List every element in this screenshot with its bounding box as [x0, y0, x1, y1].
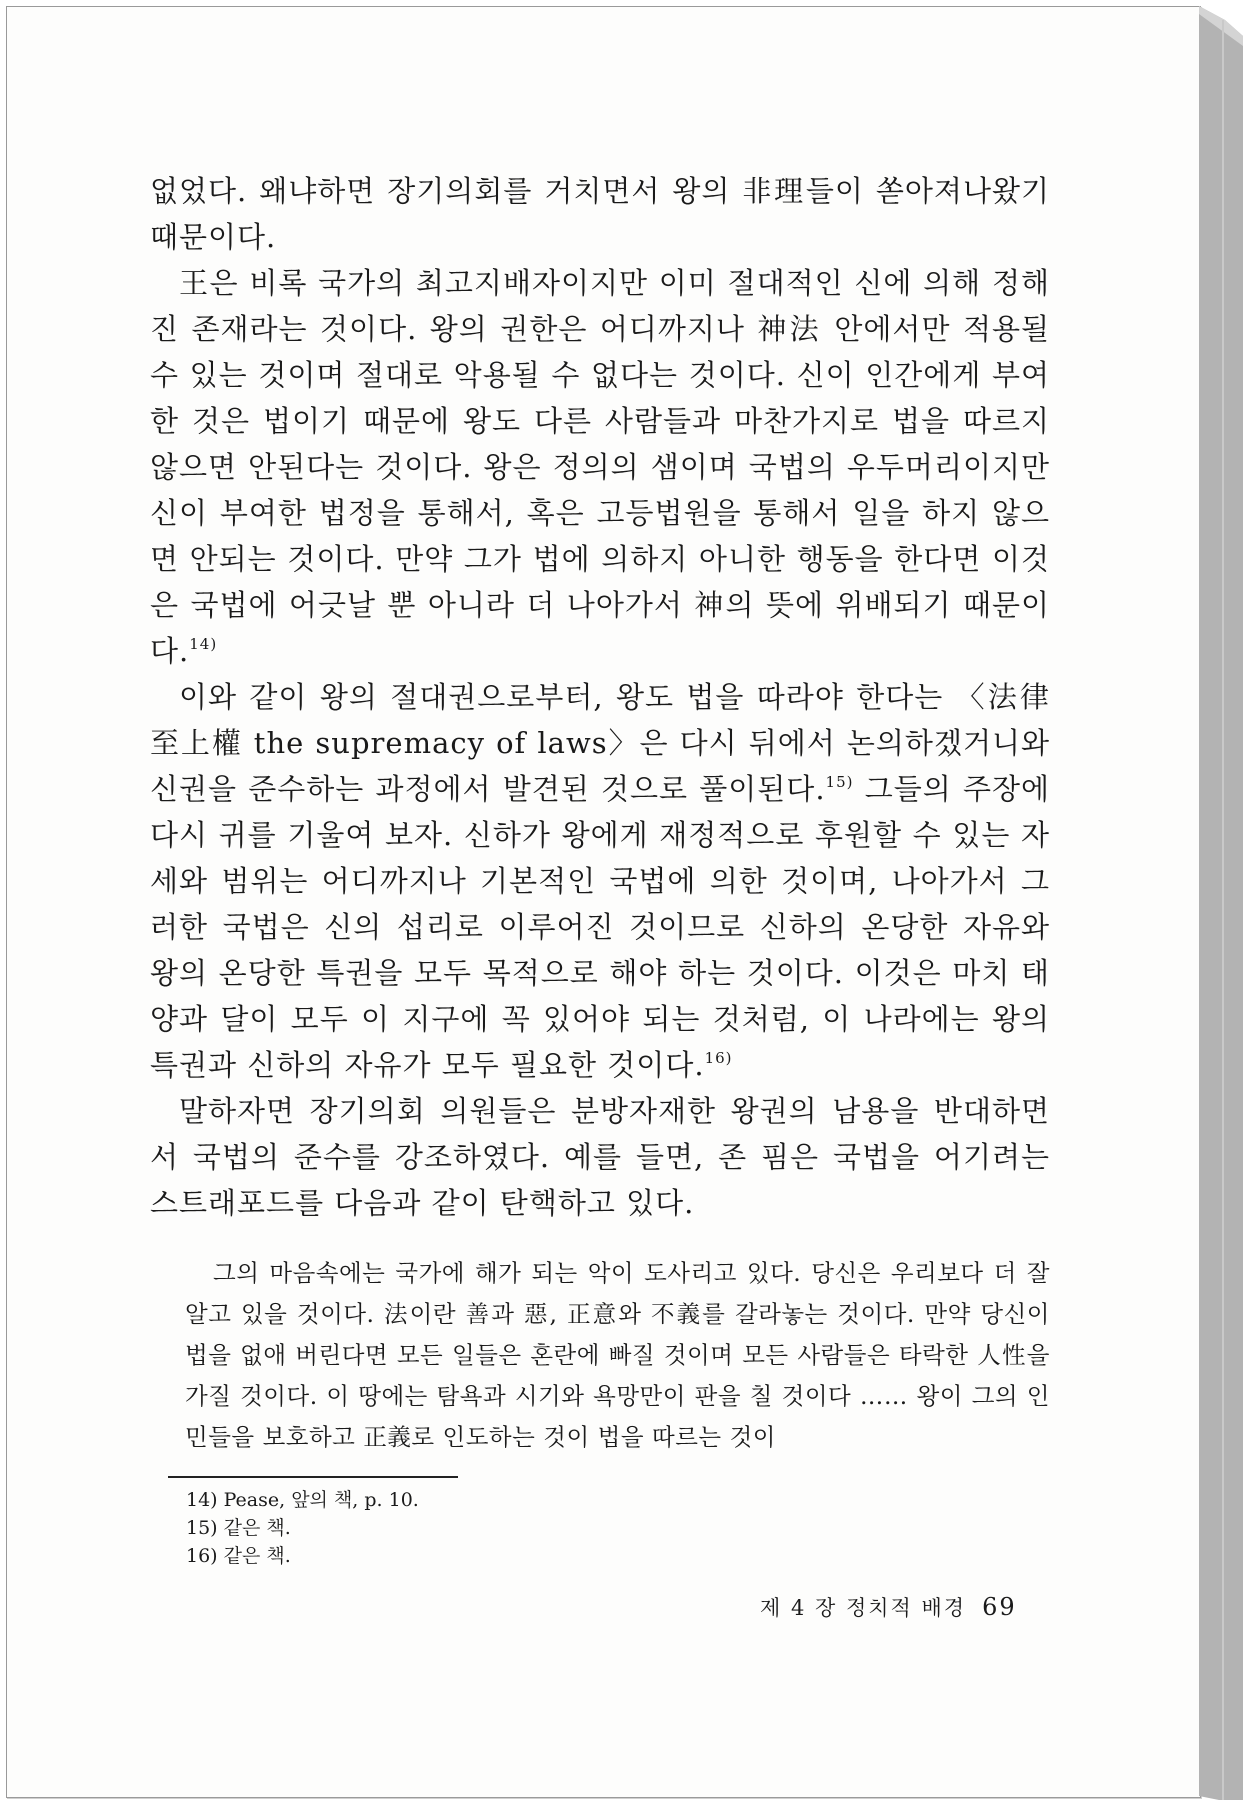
paragraph-1: 없었다. 왜냐하면 장기의회를 거치면서 왕의 非理들이 쏟아져나왔기 때문이다. [150, 174, 1050, 254]
body-text [150, 168, 1050, 1226]
footnote-16: 16) 같은 책. [186, 1545, 291, 1567]
footnote-ref-16: 16) [704, 1049, 733, 1067]
paragraph-2: 王은 비록 국가의 최고지배자이지만 이미 절대적인 신에 의해 정해진 존재라는 것이다. 왕의 권한은 어디까지나 神法 안에서만 적용될 수 있는 것이며 절대로 악용될 수 없다는 것이다. 신이 인간에게 부여한 것은 법이기 때문에 왕도 다른 사람들과 마찬가지로 법을 따르지 않으면 안된다는 것이다. 왕은 정의의 샘이며 국법의 우두머리이지만 신이 부여한 법정을 통해서, 혹은 고등법원을 통해서 일을 하지 않으면 안되는 것이다. 만약 그가 법에 의하지 아니한 행동을 한다면 이것은 국법에 어긋날 뿐 아니라 더 나아가서 神의 뜻에 위배되기 때문이다.$^{14)}$ [150, 266, 1050, 668]
chapter-title: 제 4 장 정치적 배경 [760, 1596, 967, 1620]
paragraph-3: 이와 같이 왕의 절대권으로부터, 왕도 법을 따라야 한다는 〈法律至上權 the supremacy of laws〉은 다시 뒤에서 논의하겠거니와 신권을 준수하는 과정에서 발견된 것으로 풀이된다.$^{15)}$ 그들의 주장에 다시 귀를 기울여 보자. 신하가 왕에게 재정적으로 후원할 수 있는 자세와 범위는 어디까지나 기본적인 국법에 의한 것이며, 나아가서 그러한 국법은 신의 섭리로 이루어진 것이므로 신하의 온당한 자유와 왕의 온당한 특권을 모두 목적으로 해야 하는 것이다. 이것은 마치 태양과 달이 모두 이 지구에 꼭 있어야 되는 것처럼, 이 나라에는 왕의 특권과 신하의 자유가 모두 필요한 것이다.$^{16)}$ [150, 680, 1050, 1082]
block-quote: 그의 마음속에는 국가에 해가 되는 악이 도사리고 있다. 당신은 우리보다 더 잘 알고 있을 것이다. 法이란 善과 惡, 正意와 不義를 갈라놓는 것이다. 만약 당신이 법을 없애 버린다면 모든 일들은 혼란에 빠질 것이며 모든 사람들은 타락한 人性을 가질 것이다. 이 땅에는 탐욕과 시기와 욕망만이 판을 칠 것이다 …… 왕이 그의 인민들을 보호하고 正義로 인도하는 것이 법을 따르는 것이 [185, 1259, 1050, 1451]
footnote-14: 14) Pease, 앞의 책, p. 10. [186, 1489, 419, 1511]
footnote-15: 15) 같은 책. [186, 1517, 291, 1539]
page-number: 69 [982, 1593, 1017, 1621]
footnotes [186, 1486, 786, 1570]
footnote-divider [168, 1476, 458, 1478]
running-footer [760, 1592, 1017, 1622]
footnote-ref-15: 15) [825, 773, 854, 791]
page-edge-shadow [1199, 6, 1243, 1800]
paragraph-4: 말하자면 장기의회 의원들은 분방자재한 왕권의 남용을 반대하면서 국법의 준수를 강조하였다. 예를 들면, 존 핌은 국법을 어기려는 스트래포드를 다음과 같이 탄핵하고 있다. [150, 1094, 1050, 1220]
footnote-ref-14: 14) [189, 635, 218, 653]
